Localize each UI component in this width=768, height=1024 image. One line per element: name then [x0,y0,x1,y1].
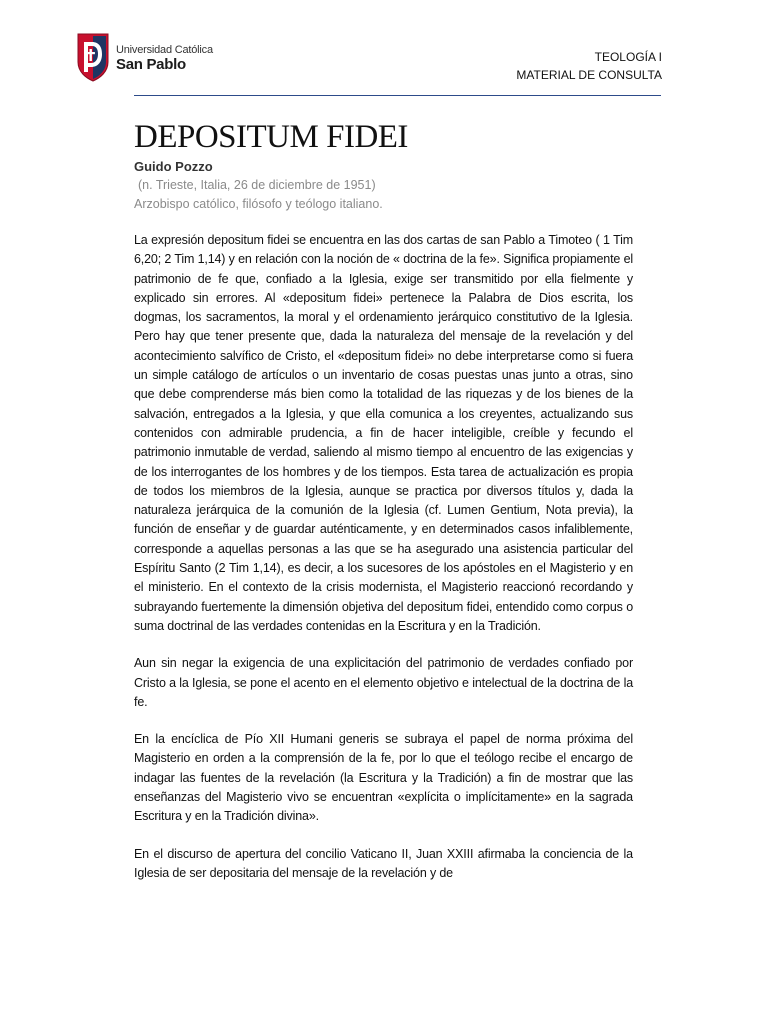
document-title: DEPOSITUM FIDEI [134,119,408,155]
logo-wordmark [116,44,213,73]
course-label: TEOLOGÍA I [594,50,662,64]
paragraph: Aun sin negar la exigencia de una explicitación del patrimonio de verdades confiado por Cristo a la Iglesia, se pone el acento en el elemento objetivo e intelectual de la doctrina de la fe. [134,656,633,709]
paragraph: La expresión depositum fidei se encuentra en las dos cartas de san Pablo a Timoteo ( 1 Tim 6,20; 2 Tim 1,14) y en relación con la noción de « doctrina de la fe». Significa propiamente el patrimonio de fe que, confiado a la Iglesia, exige ser transmitido por ella fielmente y explicado sin errores. Al «depositum fidei» pertenece la Palabra de Dios escrita, los dogmas, los sacramentos, la moral y el ordenamiento jerárquico constitutivo de la Iglesia. Pero hay que tener presente que, dada la naturaleza del mensaje de la revelación y del acontecimiento salvífico de Cristo, el «depositum fidei» no debe interpretarse como si fuera un simple catálogo de artículos o un inventario de cosas puestas unas junto a otras, sino que debe comprenderse más bien como la totalidad de las riquezas y de los bienes de la salvación, entregados a la Iglesia, y que ella comunica a los creyentes, actualizando sus contenidos con admirable prudencia, a fin de hacer inteligible, creíble y fecundo el patrimonio inmutable de verdad, saliendo al mismo tiempo al encuentro de las exigencias y de los interrogantes de los hombres y de los tiempos. Esta tarea de actualización es propia de todos los miembros de la Iglesia, aunque se practica por diversos títulos y, dada la naturaleza jerárquica de la comunión de la Iglesia (cf. Lumen Gentium, Nota previa), la función de enseñar y de guardar auténticamente, y en determinados casos infaliblemente, corresponde a aquellas personas a las que se ha asegurado una asistencia particular del Espíritu Santo (2 Tim 1,14), es decir, a los sucesores de los apóstoles en el Magisterio y en el ministerio. En el contexto de la crisis modernista, el Magisterio reaccionó recordando y subrayando fuertemente la dimensión objetiva del depositum fidei, entendido como corpus o suma doctrinal de las verdades contenidas en la Escritura y en la Tradición. [134,233,633,633]
logo-university-label: Universidad Católica [116,43,213,56]
header-info [516,48,662,84]
author-description: Arzobispo católico, filósofo y teólogo italiano. [134,197,383,211]
author-name: Guido Pozzo [134,159,213,174]
paragraph: En el discurso de apertura del concilio Vaticano II, Juan XXIII afirmaba la conciencia de la Iglesia de ser depositaria del mensaje de la revelación y de [134,846,633,880]
logo-name: San Pablo [116,55,186,73]
document-body [134,118,633,883]
paragraph: En la encíclica de Pío XII Humani generis se subraya el papel de norma próxima del Magisterio en orden a la comprensión de la fe, por lo que el teólogo recibe el encargo de indagar las fuentes de la revelación (la Escritura y la Tradición) a fin de mostrar que las enseñanzas del Magisterio vivo se encuentran «explícita o implícitamente» en la sagrada Escritura y en la Tradición divina». [134,732,633,824]
material-label: MATERIAL DE CONSULTA [516,68,662,82]
university-logo [75,32,213,82]
author-birth: (n. Trieste, Italia, 26 de diciembre de 1951) [138,178,376,192]
university-shield-icon [75,32,111,82]
header-divider [134,95,661,96]
